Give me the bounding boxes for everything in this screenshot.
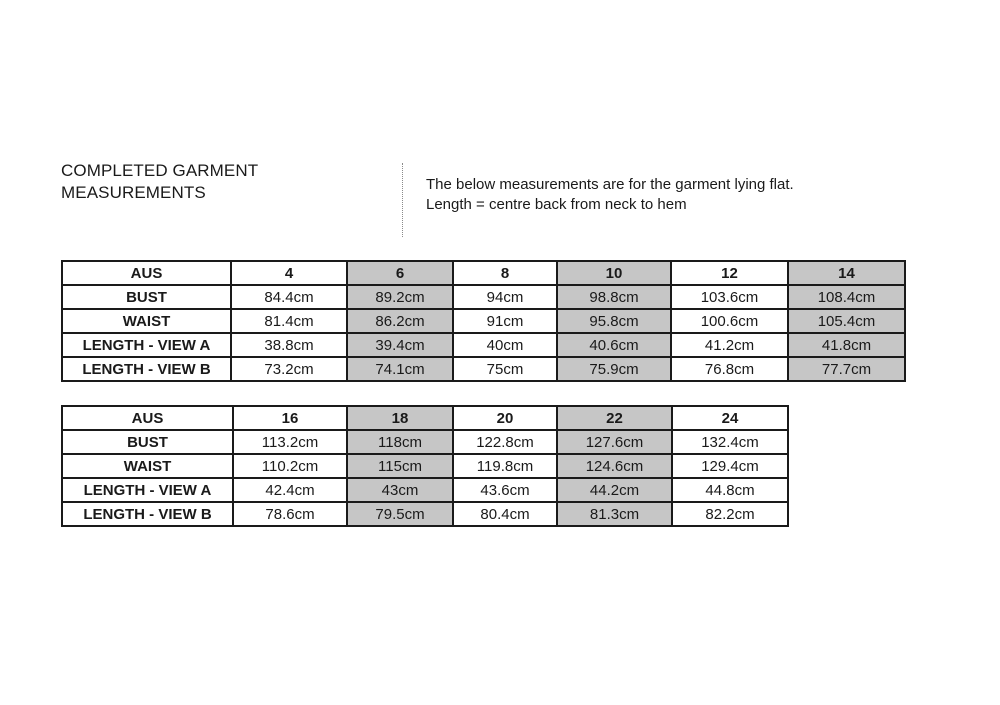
row-label: BUST <box>62 285 231 309</box>
size-cell: 10 <box>557 261 671 285</box>
measurement-cell: 41.8cm <box>788 333 905 357</box>
table-row <box>62 502 788 526</box>
measurement-cell: 100.6cm <box>671 309 788 333</box>
measurement-cell: 129.4cm <box>672 454 788 478</box>
measurement-cell: 81.3cm <box>557 502 672 526</box>
measurement-cell: 78.6cm <box>233 502 347 526</box>
measurement-cell: 40.6cm <box>557 333 671 357</box>
measurement-cell: 124.6cm <box>557 454 672 478</box>
size-cell: 24 <box>672 406 788 430</box>
size-cell: 20 <box>453 406 557 430</box>
page-title-line-1: COMPLETED GARMENT <box>61 161 259 180</box>
size-table-2 <box>61 405 789 527</box>
table-row <box>62 285 905 309</box>
size-cell: 18 <box>347 406 453 430</box>
measurement-cell: 41.2cm <box>671 333 788 357</box>
measurement-cell: 103.6cm <box>671 285 788 309</box>
table-row <box>62 333 905 357</box>
size-header-row <box>62 406 788 430</box>
measurement-cell: 73.2cm <box>231 357 347 381</box>
size-cell: 12 <box>671 261 788 285</box>
size-cell: 6 <box>347 261 453 285</box>
table-row <box>62 478 788 502</box>
header-label-aus: AUS <box>62 261 231 285</box>
row-label: LENGTH - VIEW A <box>62 478 233 502</box>
row-label: LENGTH - VIEW A <box>62 333 231 357</box>
measurement-cell: 89.2cm <box>347 285 453 309</box>
size-cell: 14 <box>788 261 905 285</box>
measurement-cell: 42.4cm <box>233 478 347 502</box>
measurement-cell: 39.4cm <box>347 333 453 357</box>
measurement-cell: 43.6cm <box>453 478 557 502</box>
page-title <box>61 160 361 204</box>
measurement-cell: 98.8cm <box>557 285 671 309</box>
measurement-cell: 119.8cm <box>453 454 557 478</box>
measurement-cell: 82.2cm <box>672 502 788 526</box>
size-cell: 16 <box>233 406 347 430</box>
dotted-divider <box>402 163 403 237</box>
measurement-cell: 80.4cm <box>453 502 557 526</box>
measurement-cell: 40cm <box>453 333 557 357</box>
measurement-cell: 84.4cm <box>231 285 347 309</box>
measurement-cell: 132.4cm <box>672 430 788 454</box>
measurement-cell: 94cm <box>453 285 557 309</box>
row-label: WAIST <box>62 309 231 333</box>
row-label: LENGTH - VIEW B <box>62 502 233 526</box>
measurement-cell: 74.1cm <box>347 357 453 381</box>
measurement-cell: 127.6cm <box>557 430 672 454</box>
size-header-row <box>62 261 905 285</box>
size-table-1 <box>61 260 906 382</box>
measurement-cell: 113.2cm <box>233 430 347 454</box>
measurement-cell: 44.2cm <box>557 478 672 502</box>
measurement-cell: 105.4cm <box>788 309 905 333</box>
measurement-cell: 118cm <box>347 430 453 454</box>
measurement-cell: 44.8cm <box>672 478 788 502</box>
measurement-cell: 75.9cm <box>557 357 671 381</box>
row-label: BUST <box>62 430 233 454</box>
measurement-cell: 108.4cm <box>788 285 905 309</box>
table-row <box>62 430 788 454</box>
measurement-cell: 76.8cm <box>671 357 788 381</box>
measurement-cell: 43cm <box>347 478 453 502</box>
measurement-note-line-2: Length = centre back from neck to hem <box>426 196 687 213</box>
measurement-note <box>426 175 794 215</box>
row-label: LENGTH - VIEW B <box>62 357 231 381</box>
measurement-cell: 38.8cm <box>231 333 347 357</box>
row-label: WAIST <box>62 454 233 478</box>
measurement-cell: 122.8cm <box>453 430 557 454</box>
page-title-line-2: MEASUREMENTS <box>61 183 206 202</box>
measurement-cell: 110.2cm <box>233 454 347 478</box>
size-cell: 22 <box>557 406 672 430</box>
measurement-cell: 81.4cm <box>231 309 347 333</box>
measurement-cell: 86.2cm <box>347 309 453 333</box>
size-cell: 8 <box>453 261 557 285</box>
measurement-cell: 75cm <box>453 357 557 381</box>
measurement-cell: 79.5cm <box>347 502 453 526</box>
measurement-cell: 91cm <box>453 309 557 333</box>
table-row <box>62 357 905 381</box>
size-cell: 4 <box>231 261 347 285</box>
header-label-aus: AUS <box>62 406 233 430</box>
table-row <box>62 454 788 478</box>
measurement-note-line-1: The below measurements are for the garment lying flat. <box>426 176 794 193</box>
measurement-cell: 77.7cm <box>788 357 905 381</box>
measurement-cell: 95.8cm <box>557 309 671 333</box>
table-row <box>62 309 905 333</box>
measurement-cell: 115cm <box>347 454 453 478</box>
